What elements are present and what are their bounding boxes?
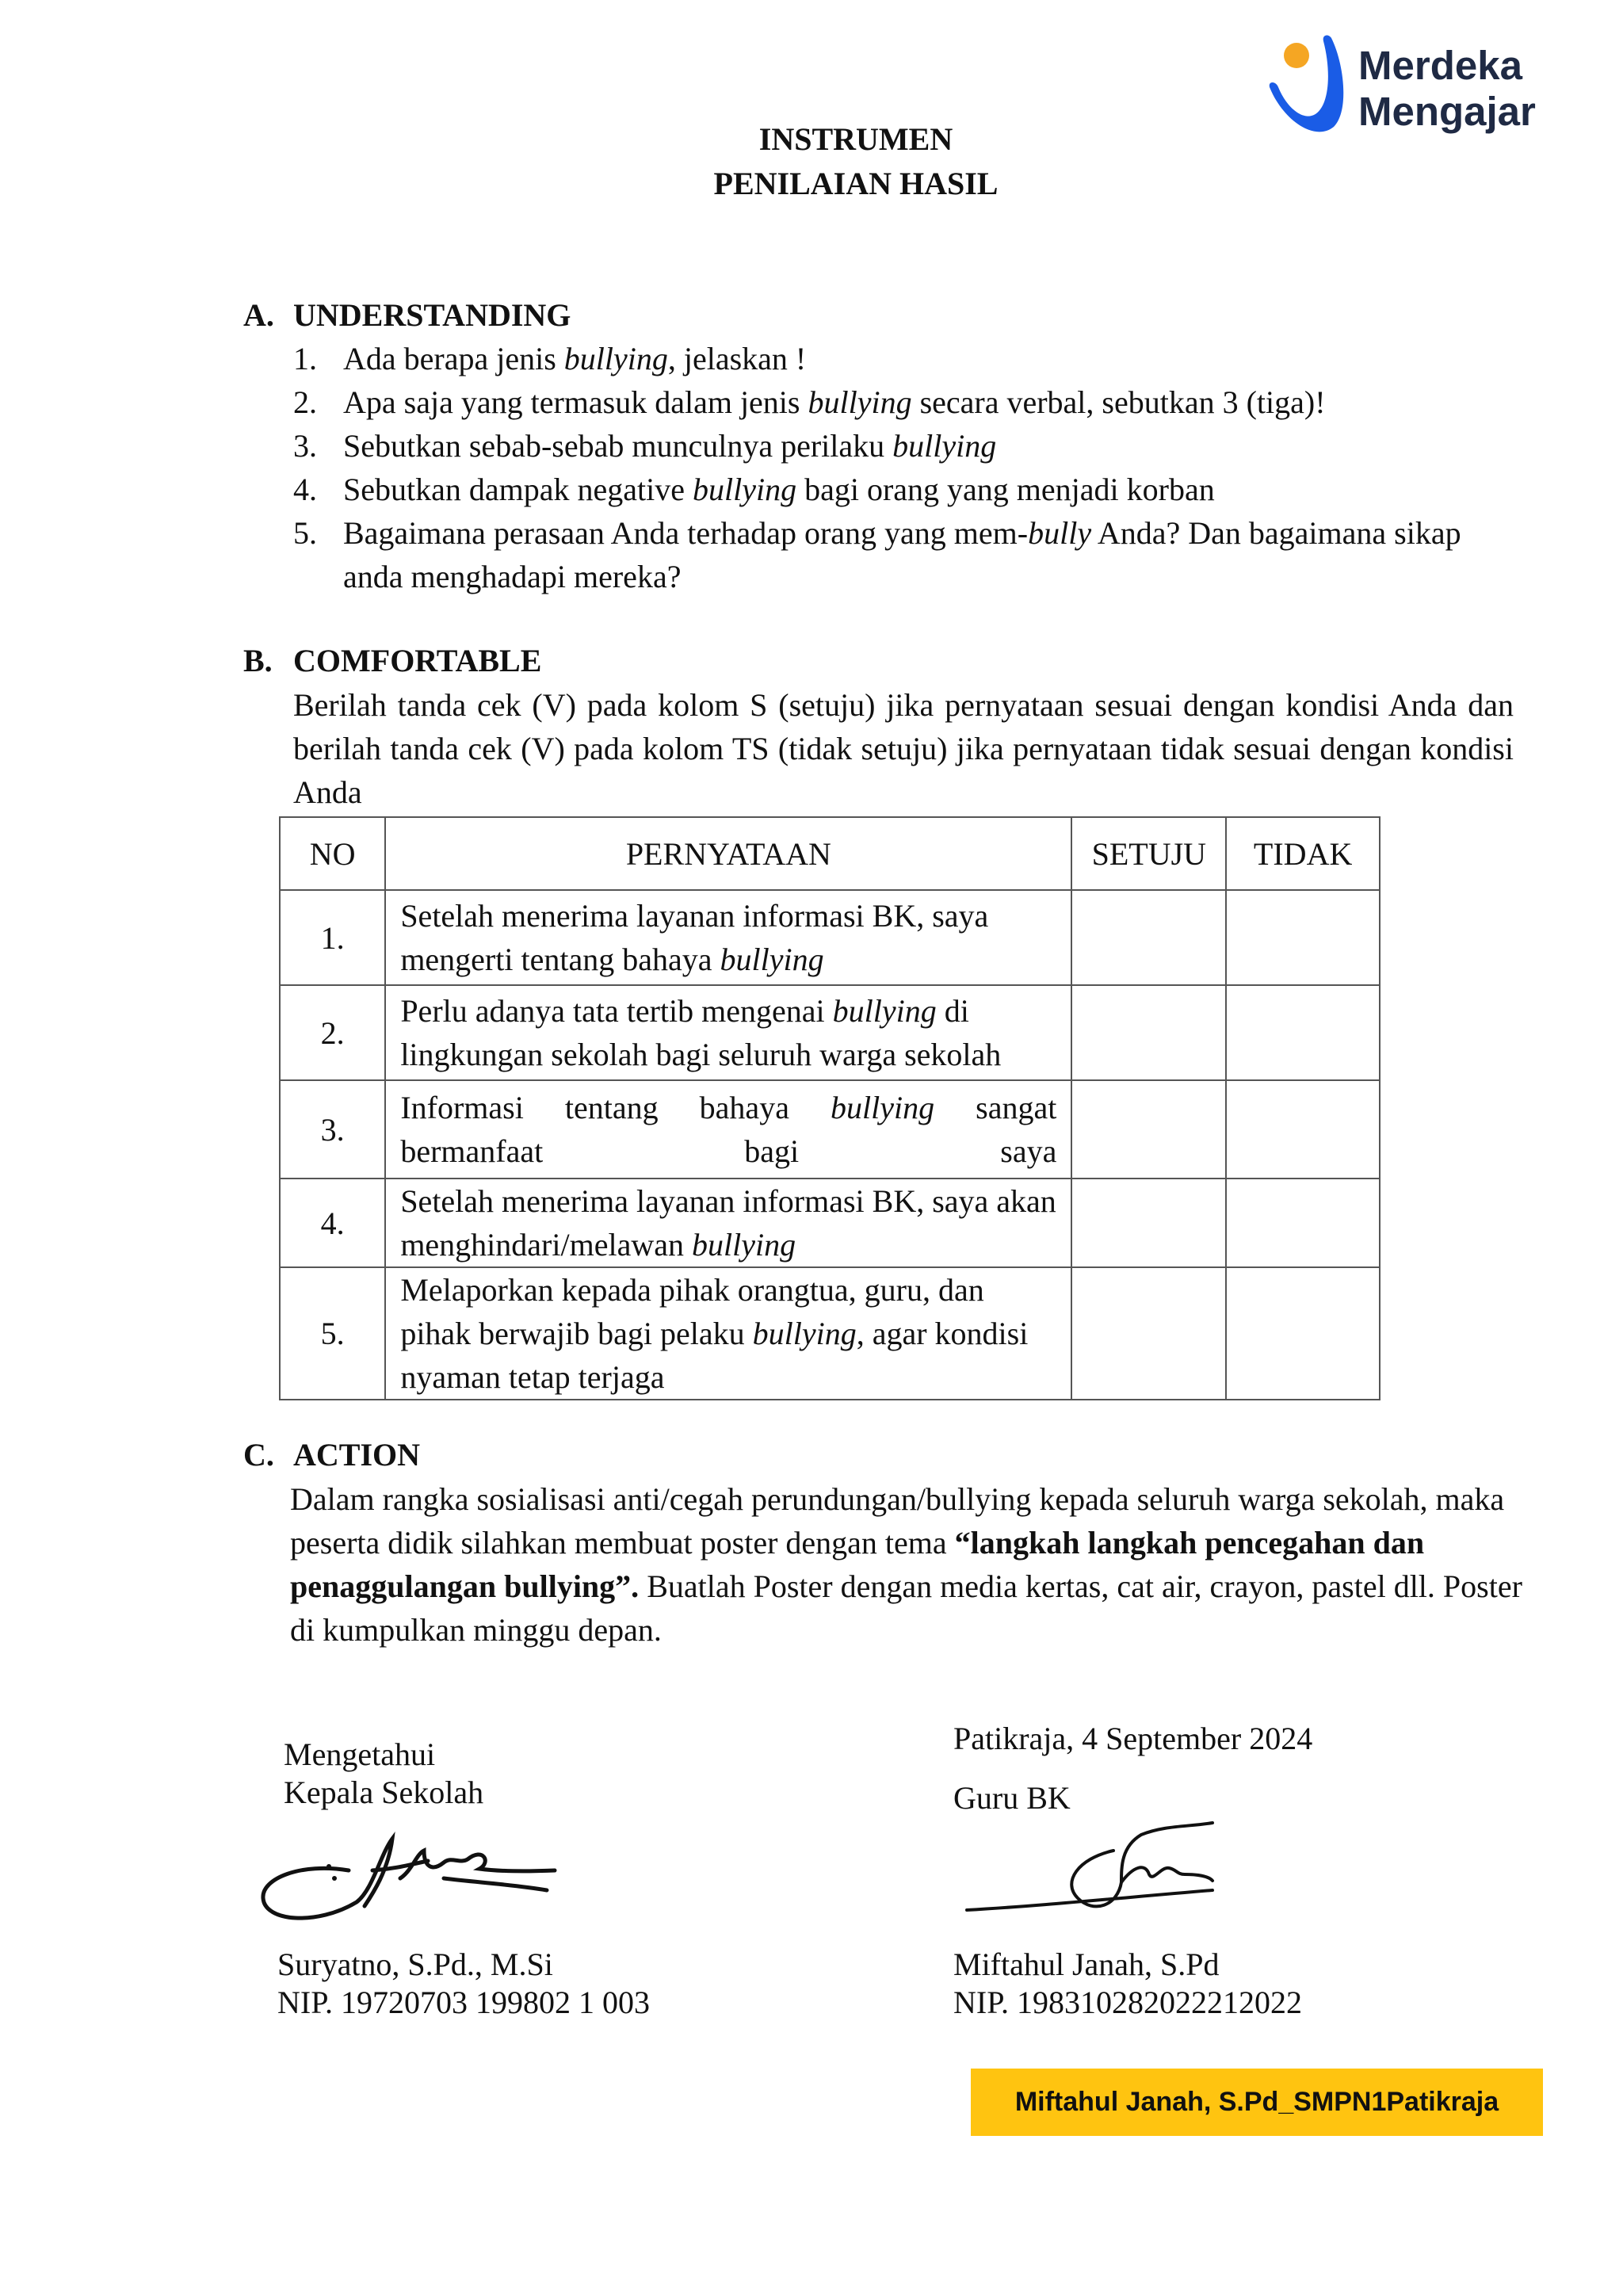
section-a-title: UNDERSTANDING	[293, 297, 571, 333]
row-statement: Perlu adanya tata tertib mengenai bullying di lingkungan sekolah bagi seluruh warga sekolah	[385, 985, 1071, 1080]
header-statement: PERNYATAAN	[385, 817, 1071, 890]
agree-checkbox-cell[interactable]	[1071, 1179, 1226, 1267]
row-statement: Setelah menerima layanan informasi BK, saya akan menghindari/melawan bullying	[385, 1179, 1071, 1267]
row-number: 3.	[280, 1080, 385, 1179]
table-row	[280, 1179, 1380, 1267]
counselor-nip: NIP. 198310282022212022	[953, 1985, 1303, 2020]
statement-table	[279, 816, 1381, 1400]
row-statement: Informasi tentang bahaya bullying sangat bermanfaat bagi saya	[385, 1080, 1071, 1179]
table-row	[280, 890, 1380, 985]
agree-checkbox-cell[interactable]	[1071, 1080, 1226, 1179]
question-item: 3. Sebutkan sebab-sebab munculnya perilaku bullying	[293, 428, 997, 464]
counselor-signature	[959, 1819, 1228, 1930]
disagree-checkbox-cell[interactable]	[1226, 1267, 1380, 1400]
logo-text-line1: Merdeka	[1358, 43, 1522, 88]
question-item: 1. Ada berapa jenis bullying, jelaskan !	[293, 341, 807, 376]
agree-checkbox-cell[interactable]	[1071, 985, 1226, 1080]
row-statement: Setelah menerima layanan informasi BK, saya mengerti tentang bahaya bullying	[385, 890, 1071, 985]
section-b-letter: B.	[243, 643, 273, 678]
disagree-checkbox-cell[interactable]	[1226, 1080, 1380, 1179]
acknowledged-label: Mengetahui	[284, 1736, 436, 1772]
table-row	[280, 1080, 1380, 1179]
section-a-heading	[243, 296, 571, 334]
place-date: Patikraja, 4 September 2024	[953, 1721, 1313, 1756]
section-c-instruction: Dalam rangka sosialisasi anti/cegah perundungan/bullying kepada seluruh warga sekolah, maka peserta didik silahkan membuat poster dengan tema “langkah langkah pencegahan dan penaggulangan bullying”. Buatlah Poster dengan media kertas, cat air, crayon, pastel dll. Poster di kumpulkan minggu depan.	[290, 1481, 1522, 1648]
row-number: 4.	[280, 1179, 385, 1267]
section-a-letter: A.	[243, 297, 274, 333]
disagree-checkbox-cell[interactable]	[1226, 1179, 1380, 1267]
section-c-letter: C.	[243, 1437, 274, 1473]
disagree-checkbox-cell[interactable]	[1226, 890, 1380, 985]
counselor-role: Guru BK	[953, 1780, 1071, 1816]
row-statement: Melaporkan kepada pihak orangtua, guru, dan pihak berwajib bagi pelaku bullying, agar kondisi nyaman tetap terjaga	[385, 1267, 1071, 1400]
row-number: 2.	[280, 985, 385, 1080]
headmaster-signature	[254, 1823, 571, 1934]
disagree-checkbox-cell[interactable]	[1226, 985, 1380, 1080]
header-disagree: TIDAK	[1226, 817, 1380, 890]
row-number: 1.	[280, 890, 385, 985]
table-header-row	[280, 817, 1380, 890]
headmaster-identity	[277, 1946, 650, 2022]
row-number: 5.	[280, 1267, 385, 1400]
document-title-line1: INSTRUMEN	[758, 121, 953, 157]
headmaster-role: Kepala Sekolah	[284, 1775, 484, 1810]
headmaster-nip: NIP. 19720703 199802 1 003	[277, 1985, 651, 2020]
logo-text-line2: Mengajar	[1358, 89, 1536, 134]
section-b-heading	[243, 642, 541, 679]
header-no: NO	[280, 817, 385, 890]
section-c-title: ACTION	[293, 1437, 421, 1473]
poster-theme: “langkah langkah pencegahan dan penaggulangan bullying”.	[290, 1525, 1425, 1604]
headmaster-name: Suryatno, S.Pd., M.Si	[277, 1946, 553, 1982]
understanding-question-list	[293, 337, 1514, 598]
agree-checkbox-cell[interactable]	[1071, 890, 1226, 985]
question-item: 2. Apa saja yang termasuk dalam jenis bullying secara verbal, sebutkan 3 (tiga)!	[293, 384, 1326, 420]
question-item: 4. Sebutkan dampak negative bullying bagi orang yang menjadi korban	[293, 472, 1215, 507]
table-row	[280, 1267, 1380, 1400]
section-c-heading	[243, 1436, 420, 1473]
document-title-line2: PENILAIAN HASIL	[713, 166, 999, 201]
section-b-title: COMFORTABLE	[293, 643, 542, 678]
headmaster-block	[284, 1736, 483, 1812]
agree-checkbox-cell[interactable]	[1071, 1267, 1226, 1400]
header-agree: SETUJU	[1071, 817, 1226, 890]
section-b-instruction: Berilah tanda cek (V) pada kolom S (setuju) jika pernyataan sesuai dengan kondisi Anda dan berilah tanda cek (V) pada kolom TS (tidak setuju) jika pernyataan tidak sesuai dengan kondisi Anda	[293, 687, 1514, 810]
counselor-name: Miftahul Janah, S.Pd	[953, 1946, 1220, 1982]
author-school-badge: Miftahul Janah, S.Pd_SMPN1Patikraja	[971, 2069, 1543, 2136]
counselor-identity	[953, 1946, 1302, 2022]
table-row	[280, 985, 1380, 1080]
question-item: 5. Bagaimana perasaan Anda terhadap orang yang mem-bully Anda? Dan bagaimana sikap anda menghadapi mereka?	[293, 515, 1461, 594]
